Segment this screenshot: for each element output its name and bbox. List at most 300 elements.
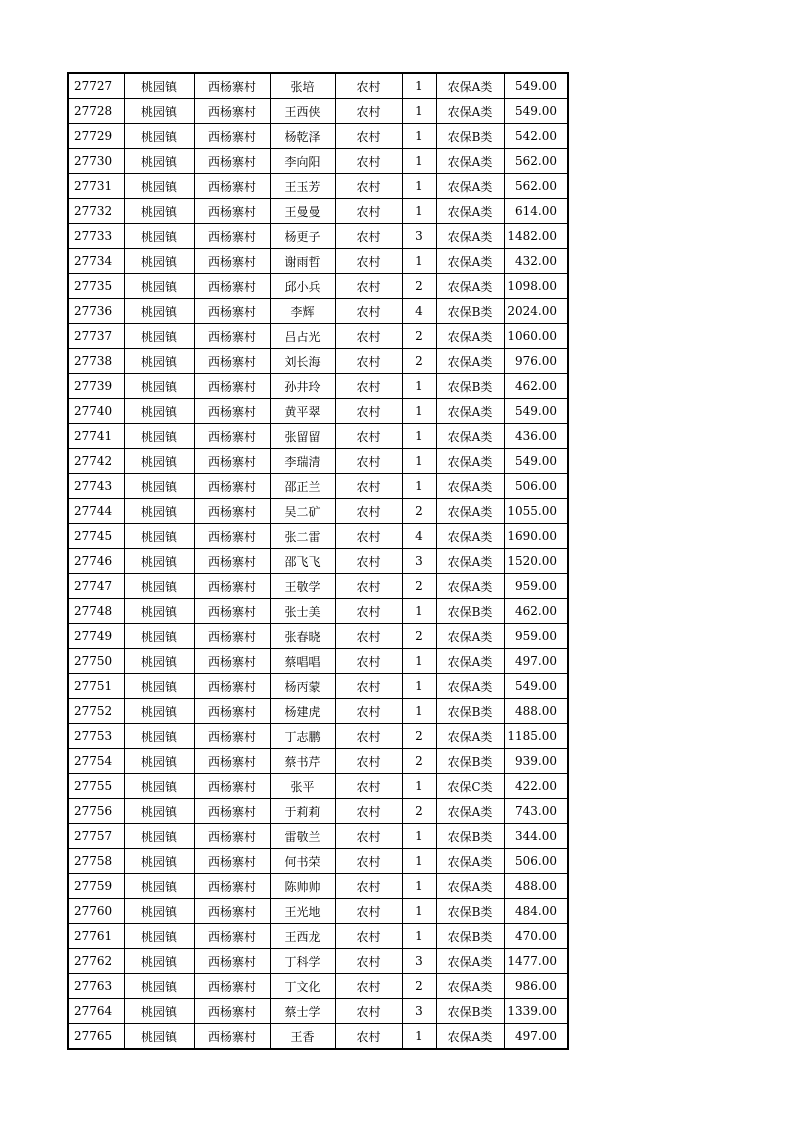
insurance-category-cell: 农保C类 — [436, 774, 504, 799]
household-type-cell: 农村 — [335, 474, 402, 499]
amount-cell: 344.00 — [504, 824, 568, 849]
household-type-cell: 农村 — [335, 724, 402, 749]
village-cell: 西杨寨村 — [194, 474, 270, 499]
household-type-cell: 农村 — [335, 299, 402, 324]
table-row — [68, 73, 568, 99]
record-id-cell: 27749 — [68, 624, 124, 649]
household-type-cell: 农村 — [335, 824, 402, 849]
household-type-cell: 农村 — [335, 224, 402, 249]
town-cell: 桃园镇 — [124, 674, 194, 699]
village-cell: 西杨寨村 — [194, 374, 270, 399]
insurance-category-cell: 农保B类 — [436, 824, 504, 849]
record-id-cell: 27753 — [68, 724, 124, 749]
roster-table — [67, 72, 569, 1050]
table-row — [68, 624, 568, 649]
member-count-cell: 3 — [402, 549, 436, 574]
person-name-cell: 张春晓 — [270, 624, 335, 649]
town-cell: 桃园镇 — [124, 899, 194, 924]
amount-cell: 549.00 — [504, 449, 568, 474]
amount-cell: 939.00 — [504, 749, 568, 774]
insurance-category-cell: 农保A类 — [436, 399, 504, 424]
table-row — [68, 849, 568, 874]
town-cell: 桃园镇 — [124, 299, 194, 324]
amount-cell: 422.00 — [504, 774, 568, 799]
member-count-cell: 1 — [402, 399, 436, 424]
member-count-cell: 1 — [402, 99, 436, 124]
table-row — [68, 424, 568, 449]
record-id-cell: 27754 — [68, 749, 124, 774]
village-cell: 西杨寨村 — [194, 849, 270, 874]
member-count-cell: 2 — [402, 799, 436, 824]
insurance-category-cell: 农保A类 — [436, 474, 504, 499]
household-type-cell: 农村 — [335, 99, 402, 124]
household-type-cell: 农村 — [335, 549, 402, 574]
amount-cell: 986.00 — [504, 974, 568, 999]
member-count-cell: 1 — [402, 249, 436, 274]
person-name-cell: 王玉芳 — [270, 174, 335, 199]
person-name-cell: 张士美 — [270, 599, 335, 624]
village-cell: 西杨寨村 — [194, 224, 270, 249]
person-name-cell: 张培 — [270, 73, 335, 99]
table-row — [68, 599, 568, 624]
table-row — [68, 149, 568, 174]
table-row — [68, 574, 568, 599]
insurance-category-cell: 农保B类 — [436, 749, 504, 774]
table-row — [68, 124, 568, 149]
village-cell: 西杨寨村 — [194, 774, 270, 799]
village-cell: 西杨寨村 — [194, 149, 270, 174]
amount-cell: 436.00 — [504, 424, 568, 449]
insurance-category-cell: 农保A类 — [436, 674, 504, 699]
insurance-category-cell: 农保A类 — [436, 574, 504, 599]
village-cell: 西杨寨村 — [194, 73, 270, 99]
table-row — [68, 299, 568, 324]
member-count-cell: 1 — [402, 424, 436, 449]
insurance-category-cell: 农保A类 — [436, 649, 504, 674]
person-name-cell: 王西龙 — [270, 924, 335, 949]
town-cell: 桃园镇 — [124, 249, 194, 274]
member-count-cell: 4 — [402, 299, 436, 324]
record-id-cell: 27755 — [68, 774, 124, 799]
roster-body — [68, 73, 568, 1049]
village-cell: 西杨寨村 — [194, 799, 270, 824]
table-row — [68, 774, 568, 799]
member-count-cell: 1 — [402, 824, 436, 849]
member-count-cell: 4 — [402, 524, 436, 549]
member-count-cell: 1 — [402, 774, 436, 799]
member-count-cell: 1 — [402, 174, 436, 199]
village-cell: 西杨寨村 — [194, 699, 270, 724]
record-id-cell: 27737 — [68, 324, 124, 349]
insurance-category-cell: 农保A类 — [436, 974, 504, 999]
member-count-cell: 3 — [402, 224, 436, 249]
household-type-cell: 农村 — [335, 674, 402, 699]
person-name-cell: 张平 — [270, 774, 335, 799]
amount-cell: 432.00 — [504, 249, 568, 274]
member-count-cell: 2 — [402, 974, 436, 999]
record-id-cell: 27742 — [68, 449, 124, 474]
person-name-cell: 黄平翠 — [270, 399, 335, 424]
town-cell: 桃园镇 — [124, 749, 194, 774]
person-name-cell: 陈帅帅 — [270, 874, 335, 899]
amount-cell: 549.00 — [504, 73, 568, 99]
table-row — [68, 799, 568, 824]
amount-cell: 2024.00 — [504, 299, 568, 324]
table-row — [68, 974, 568, 999]
village-cell: 西杨寨村 — [194, 249, 270, 274]
amount-cell: 562.00 — [504, 149, 568, 174]
household-type-cell: 农村 — [335, 574, 402, 599]
village-cell: 西杨寨村 — [194, 949, 270, 974]
amount-cell: 1520.00 — [504, 549, 568, 574]
insurance-category-cell: 农保A类 — [436, 499, 504, 524]
household-type-cell: 农村 — [335, 174, 402, 199]
insurance-category-cell: 农保A类 — [436, 349, 504, 374]
person-name-cell: 杨建虎 — [270, 699, 335, 724]
amount-cell: 1055.00 — [504, 499, 568, 524]
amount-cell: 470.00 — [504, 924, 568, 949]
person-name-cell: 刘长海 — [270, 349, 335, 374]
table-row — [68, 674, 568, 699]
town-cell: 桃园镇 — [124, 849, 194, 874]
table-row — [68, 649, 568, 674]
insurance-category-cell: 农保B类 — [436, 599, 504, 624]
amount-cell: 488.00 — [504, 874, 568, 899]
town-cell: 桃园镇 — [124, 724, 194, 749]
town-cell: 桃园镇 — [124, 374, 194, 399]
record-id-cell: 27759 — [68, 874, 124, 899]
household-type-cell: 农村 — [335, 699, 402, 724]
village-cell: 西杨寨村 — [194, 924, 270, 949]
household-type-cell: 农村 — [335, 924, 402, 949]
table-row — [68, 324, 568, 349]
amount-cell: 549.00 — [504, 99, 568, 124]
amount-cell: 506.00 — [504, 474, 568, 499]
table-row — [68, 549, 568, 574]
person-name-cell: 杨丙蒙 — [270, 674, 335, 699]
amount-cell: 743.00 — [504, 799, 568, 824]
record-id-cell: 27758 — [68, 849, 124, 874]
table-row — [68, 174, 568, 199]
insurance-category-cell: 农保A类 — [436, 424, 504, 449]
insurance-category-cell: 农保A类 — [436, 624, 504, 649]
household-type-cell: 农村 — [335, 849, 402, 874]
amount-cell: 959.00 — [504, 574, 568, 599]
table-row — [68, 999, 568, 1024]
household-type-cell: 农村 — [335, 624, 402, 649]
village-cell: 西杨寨村 — [194, 599, 270, 624]
person-name-cell: 王光地 — [270, 899, 335, 924]
town-cell: 桃园镇 — [124, 949, 194, 974]
insurance-category-cell: 农保A类 — [436, 324, 504, 349]
household-type-cell: 农村 — [335, 599, 402, 624]
insurance-category-cell: 农保A类 — [436, 849, 504, 874]
record-id-cell: 27728 — [68, 99, 124, 124]
record-id-cell: 27761 — [68, 924, 124, 949]
insurance-category-cell: 农保A类 — [436, 199, 504, 224]
household-type-cell: 农村 — [335, 1024, 402, 1050]
village-cell: 西杨寨村 — [194, 99, 270, 124]
village-cell: 西杨寨村 — [194, 324, 270, 349]
record-id-cell: 27734 — [68, 249, 124, 274]
member-count-cell: 1 — [402, 149, 436, 174]
person-name-cell: 雷敬兰 — [270, 824, 335, 849]
household-type-cell: 农村 — [335, 799, 402, 824]
table-row — [68, 949, 568, 974]
table-row — [68, 99, 568, 124]
amount-cell: 976.00 — [504, 349, 568, 374]
household-type-cell: 农村 — [335, 999, 402, 1024]
table-row — [68, 874, 568, 899]
town-cell: 桃园镇 — [124, 549, 194, 574]
member-count-cell: 1 — [402, 474, 436, 499]
person-name-cell: 蔡书芹 — [270, 749, 335, 774]
amount-cell: 549.00 — [504, 399, 568, 424]
amount-cell: 562.00 — [504, 174, 568, 199]
town-cell: 桃园镇 — [124, 199, 194, 224]
village-cell: 西杨寨村 — [194, 399, 270, 424]
amount-cell: 488.00 — [504, 699, 568, 724]
insurance-category-cell: 农保A类 — [436, 174, 504, 199]
town-cell: 桃园镇 — [124, 624, 194, 649]
person-name-cell: 丁科学 — [270, 949, 335, 974]
town-cell: 桃园镇 — [124, 149, 194, 174]
town-cell: 桃园镇 — [124, 599, 194, 624]
household-type-cell: 农村 — [335, 424, 402, 449]
amount-cell: 1477.00 — [504, 949, 568, 974]
amount-cell: 1482.00 — [504, 224, 568, 249]
insurance-category-cell: 农保B类 — [436, 699, 504, 724]
town-cell: 桃园镇 — [124, 499, 194, 524]
village-cell: 西杨寨村 — [194, 974, 270, 999]
record-id-cell: 27752 — [68, 699, 124, 724]
person-name-cell: 蔡唱唱 — [270, 649, 335, 674]
member-count-cell: 1 — [402, 874, 436, 899]
record-id-cell: 27730 — [68, 149, 124, 174]
table-row — [68, 899, 568, 924]
insurance-category-cell: 农保B类 — [436, 999, 504, 1024]
town-cell: 桃园镇 — [124, 574, 194, 599]
record-id-cell: 27743 — [68, 474, 124, 499]
village-cell: 西杨寨村 — [194, 349, 270, 374]
village-cell: 西杨寨村 — [194, 999, 270, 1024]
member-count-cell: 1 — [402, 599, 436, 624]
record-id-cell: 27736 — [68, 299, 124, 324]
town-cell: 桃园镇 — [124, 924, 194, 949]
household-type-cell: 农村 — [335, 974, 402, 999]
table-row — [68, 199, 568, 224]
record-id-cell: 27729 — [68, 124, 124, 149]
town-cell: 桃园镇 — [124, 1024, 194, 1050]
record-id-cell: 27744 — [68, 499, 124, 524]
member-count-cell: 2 — [402, 499, 436, 524]
village-cell: 西杨寨村 — [194, 274, 270, 299]
member-count-cell: 1 — [402, 849, 436, 874]
insurance-category-cell: 农保B类 — [436, 374, 504, 399]
person-name-cell: 何书荣 — [270, 849, 335, 874]
insurance-category-cell: 农保A类 — [436, 799, 504, 824]
record-id-cell: 27731 — [68, 174, 124, 199]
member-count-cell: 1 — [402, 73, 436, 99]
person-name-cell: 王曼曼 — [270, 199, 335, 224]
member-count-cell: 2 — [402, 574, 436, 599]
person-name-cell: 王西侠 — [270, 99, 335, 124]
record-id-cell: 27741 — [68, 424, 124, 449]
table-row — [68, 699, 568, 724]
member-count-cell: 1 — [402, 899, 436, 924]
town-cell: 桃园镇 — [124, 774, 194, 799]
record-id-cell: 27751 — [68, 674, 124, 699]
household-type-cell: 农村 — [335, 199, 402, 224]
record-id-cell: 27732 — [68, 199, 124, 224]
member-count-cell: 3 — [402, 949, 436, 974]
person-name-cell: 张留留 — [270, 424, 335, 449]
amount-cell: 497.00 — [504, 649, 568, 674]
person-name-cell: 杨乾泽 — [270, 124, 335, 149]
record-id-cell: 27727 — [68, 73, 124, 99]
table-row — [68, 249, 568, 274]
person-name-cell: 邵飞飞 — [270, 549, 335, 574]
insurance-category-cell: 农保A类 — [436, 549, 504, 574]
insurance-category-cell: 农保B类 — [436, 299, 504, 324]
household-type-cell: 农村 — [335, 949, 402, 974]
person-name-cell: 王香 — [270, 1024, 335, 1050]
record-id-cell: 27763 — [68, 974, 124, 999]
village-cell: 西杨寨村 — [194, 749, 270, 774]
table-row — [68, 399, 568, 424]
amount-cell: 1060.00 — [504, 324, 568, 349]
insurance-category-cell: 农保B类 — [436, 124, 504, 149]
village-cell: 西杨寨村 — [194, 724, 270, 749]
amount-cell: 542.00 — [504, 124, 568, 149]
insurance-category-cell: 农保A类 — [436, 274, 504, 299]
household-type-cell: 农村 — [335, 324, 402, 349]
member-count-cell: 2 — [402, 324, 436, 349]
person-name-cell: 张二雷 — [270, 524, 335, 549]
table-row — [68, 924, 568, 949]
record-id-cell: 27739 — [68, 374, 124, 399]
person-name-cell: 邵正兰 — [270, 474, 335, 499]
person-name-cell: 李辉 — [270, 299, 335, 324]
insurance-category-cell: 农保A类 — [436, 149, 504, 174]
amount-cell: 1098.00 — [504, 274, 568, 299]
person-name-cell: 丁志鹏 — [270, 724, 335, 749]
record-id-cell: 27760 — [68, 899, 124, 924]
person-name-cell: 蔡士学 — [270, 999, 335, 1024]
town-cell: 桃园镇 — [124, 349, 194, 374]
record-id-cell: 27764 — [68, 999, 124, 1024]
insurance-category-cell: 农保A类 — [436, 73, 504, 99]
table-row — [68, 749, 568, 774]
record-id-cell: 27746 — [68, 549, 124, 574]
person-name-cell: 谢雨哲 — [270, 249, 335, 274]
amount-cell: 1690.00 — [504, 524, 568, 549]
household-type-cell: 农村 — [335, 124, 402, 149]
member-count-cell: 2 — [402, 724, 436, 749]
table-row — [68, 349, 568, 374]
table-row — [68, 224, 568, 249]
person-name-cell: 丁文化 — [270, 974, 335, 999]
member-count-cell: 2 — [402, 349, 436, 374]
member-count-cell: 1 — [402, 699, 436, 724]
insurance-category-cell: 农保B类 — [436, 924, 504, 949]
amount-cell: 462.00 — [504, 374, 568, 399]
member-count-cell: 1 — [402, 649, 436, 674]
record-id-cell: 27756 — [68, 799, 124, 824]
village-cell: 西杨寨村 — [194, 449, 270, 474]
town-cell: 桃园镇 — [124, 99, 194, 124]
table-row — [68, 374, 568, 399]
household-type-cell: 农村 — [335, 774, 402, 799]
village-cell: 西杨寨村 — [194, 524, 270, 549]
insurance-category-cell: 农保A类 — [436, 949, 504, 974]
town-cell: 桃园镇 — [124, 474, 194, 499]
town-cell: 桃园镇 — [124, 799, 194, 824]
household-type-cell: 农村 — [335, 399, 402, 424]
town-cell: 桃园镇 — [124, 424, 194, 449]
village-cell: 西杨寨村 — [194, 824, 270, 849]
household-type-cell: 农村 — [335, 649, 402, 674]
table-row — [68, 274, 568, 299]
amount-cell: 497.00 — [504, 1024, 568, 1050]
town-cell: 桃园镇 — [124, 124, 194, 149]
table-row — [68, 499, 568, 524]
member-count-cell: 1 — [402, 924, 436, 949]
amount-cell: 549.00 — [504, 674, 568, 699]
record-id-cell: 27757 — [68, 824, 124, 849]
household-type-cell: 农村 — [335, 73, 402, 99]
town-cell: 桃园镇 — [124, 649, 194, 674]
town-cell: 桃园镇 — [124, 824, 194, 849]
insurance-category-cell: 农保A类 — [436, 874, 504, 899]
insurance-category-cell: 农保A类 — [436, 1024, 504, 1050]
insurance-category-cell: 农保A类 — [436, 524, 504, 549]
amount-cell: 614.00 — [504, 199, 568, 224]
household-type-cell: 农村 — [335, 449, 402, 474]
insurance-category-cell: 农保A类 — [436, 99, 504, 124]
member-count-cell: 3 — [402, 999, 436, 1024]
town-cell: 桃园镇 — [124, 224, 194, 249]
person-name-cell: 于莉莉 — [270, 799, 335, 824]
person-name-cell: 李瑞清 — [270, 449, 335, 474]
record-id-cell: 27735 — [68, 274, 124, 299]
member-count-cell: 2 — [402, 624, 436, 649]
town-cell: 桃园镇 — [124, 174, 194, 199]
person-name-cell: 杨更子 — [270, 224, 335, 249]
household-type-cell: 农村 — [335, 374, 402, 399]
insurance-category-cell: 农保A类 — [436, 224, 504, 249]
table-row — [68, 824, 568, 849]
village-cell: 西杨寨村 — [194, 899, 270, 924]
insurance-category-cell: 农保A类 — [436, 249, 504, 274]
person-name-cell: 李向阳 — [270, 149, 335, 174]
town-cell: 桃园镇 — [124, 449, 194, 474]
household-type-cell: 农村 — [335, 149, 402, 174]
village-cell: 西杨寨村 — [194, 174, 270, 199]
village-cell: 西杨寨村 — [194, 549, 270, 574]
town-cell: 桃园镇 — [124, 324, 194, 349]
village-cell: 西杨寨村 — [194, 124, 270, 149]
town-cell: 桃园镇 — [124, 974, 194, 999]
amount-cell: 1185.00 — [504, 724, 568, 749]
record-id-cell: 27745 — [68, 524, 124, 549]
household-type-cell: 农村 — [335, 749, 402, 774]
person-name-cell: 吴二矿 — [270, 499, 335, 524]
town-cell: 桃园镇 — [124, 999, 194, 1024]
town-cell: 桃园镇 — [124, 699, 194, 724]
record-id-cell: 27762 — [68, 949, 124, 974]
household-type-cell: 农村 — [335, 524, 402, 549]
